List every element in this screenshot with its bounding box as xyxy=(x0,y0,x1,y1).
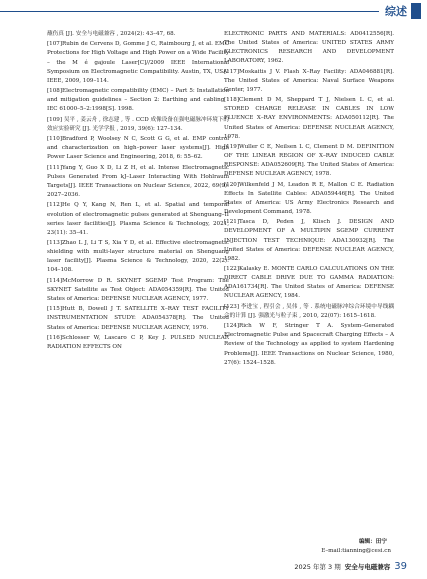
reference-item: [120]Wilkenfeld J M, Leadon R E, Mallon C E. Radiation Effects In Satellite Cables: ADA059446[R]. The United States of America: US Army Electronics Research and Development Command, 1978. xyxy=(224,181,394,215)
page-number: 39 xyxy=(394,561,407,572)
editor-email: E–mail:tianning@cesi.cn xyxy=(321,548,391,554)
reference-item: [116]Schlosser W, Lascaro C P, Key J. PULSED NUCLEAR RADIATION EFFECTS ON xyxy=(47,334,229,351)
reference-item: [122]Kalasky E. MONTE CARLO CALCULATIONS ON THE DIRECT CABLE DRIVE DUE TO GAMMA RADIATION: ADA161734[R]. The United States of America: DEFENSE NUCLEAR AGENCY, 1984. xyxy=(224,266,394,300)
reference-item: [123] 李进宝 , 程引会 , 吴伟 , 等 . 系统电磁脉冲综合环境中导线耦合的计算 [J]. 强激光与粒子束 , 2010, 22(07): 1615–1618. xyxy=(224,303,394,319)
reference-item: ELECTRONIC PARTS AND MATERIALS: AD0412556[R]. The United States of America: UNITED STATES ARMY ELECTRONICS RESEARCH AND DEVELOPMENT LABORATORY, 1962. xyxy=(224,31,394,65)
reference-item: [107]Rubin de Cervens D, Gomme J C, Raimbourg J, et al. EMC Protections for High Voltage and High Power on a Wide Facility – the M é gajoule Laser[C]//2009 IEEE International Symposium on Electromagnetic Compatibility. Austin, TX, USA: IEEE, 2009, 109–114. xyxy=(47,41,229,84)
footer-issue: 2025 年第 3 期 xyxy=(294,563,341,571)
reference-item: [113]Zhao L J, Li T S, Xia Y D, et al. Effective electromagnetic shielding with multi-layer structure material on Shenguang laser facility[J]. Plasma Science & Technology, 2020, 22(2): 104–108. xyxy=(47,240,229,274)
footer-journal: 安全与电磁兼容 xyxy=(344,563,391,571)
reference-item: [117]Moskaitis J V. Flash X–Ray Facility: ADA046881[R]. The United States of America: Naval Surface Weapons Center, 1977. xyxy=(224,68,394,93)
section-label: 综述 xyxy=(381,3,411,19)
reference-item: 蘸伤真 [J]. 安全与电磁兼容 , 2024(2): 43–47, 68. xyxy=(47,31,176,37)
reference-item: [118]Clement D M, Sheppard T J, Nielsen L C, et al. STORED CHARGE RELEASE IN CABLES IN LOW FLUENCE X–RAY ENVIRONMENTS: ADA050112[R]. The United States of America: DEFENSE NUCLEAR AGENCY, 1978. xyxy=(224,97,394,140)
reference-item: [110]Bradford P, Woolsey N C, Scott G G, et al. EMP control and characterization on high–power laser systems[J]. High Power Laser Science and Engineering, 2018, 6: 55–62. xyxy=(47,136,229,161)
reference-item: [119]Wuller C E, Neilsen L C, Clement D M. DEFINITION OF THE LINEAR REGION OF X–RAY INDUCED CABLE RESPONSE: ADA052609[R]. The United States of America: DEFENSE NUCLEAR AGENCY, 1978. xyxy=(224,144,394,178)
reference-item: [121]Tasca D, Peden J, Klisch J. DESIGN AND DEVELOPMENT OF A MULTIPIN SGEMP CURRENT INJECTION TEST TECHNIQUE: ADA130932[R]. The United States of America: DEFENSE NUCLEAR AGENCY, 1982. xyxy=(224,219,394,262)
reference-item: [108]Electromagnetic compatibility (EMC) – Part 5: Installation and mitigation guidelines – Section 2: Earthing and cabling : IEC 61000–5–2:1998[S]. 1998. xyxy=(47,88,229,113)
page-header xyxy=(0,0,427,22)
reference-item: [114]McMorrow D R. SKYNET SGEMP Test Program: The SKYNET Satellite as Test Object: ADA054359[R]. The United States of America: DEFENSE NUCLEAR AGENCY, 1977. xyxy=(47,277,229,302)
references-column-left xyxy=(47,30,229,353)
reference-item: [109] 吴平 , 姜云舟 , 徐志建 , 等 . CCD 成像设备在强电磁脉冲环境下的效应实验研究 [J]. 光学学报 , 2019, 39(6): 127–134. xyxy=(47,116,229,132)
reference-item: [115]Hutt B, Dowell J T. SATELLITE X–RAY TEST FACILITY INSTRUMENTATION STUDY: ADA054378[R]. The United States of America: DEFENSE NUCLEAR AGENCY, 1976. xyxy=(47,306,229,331)
references-column-right xyxy=(224,30,394,369)
page-footer xyxy=(294,561,407,572)
reference-item: [112]He Q Y, Kang N, Ren L, et al. Spatial and temporal evolution of electromagnetic pulses generated at Shenguang–II series laser facilities[J]. Plasma Science & Technology, 2021, 23(11): 35–41. xyxy=(47,202,229,236)
header-rule xyxy=(0,11,379,12)
editor-credit: 编辑：田宁 xyxy=(359,539,387,545)
reference-item: [111]Yang Y, Guo X D, Li Z H, et al. Intense Electromagnetic Pulses Generated From kJ–Laser Interacting With Hohlraum Targets[J]. IEEE Transactions on Nuclear Science, 2022, 69(9): 2027–2036. xyxy=(47,164,229,199)
reference-item: [124]Rich W F, Stringer T A. System–Generated Electromagnetic Pulse and Spacecraft Charging Effects – A Review of the Technology as applied to system Hardening Problems[J]. IEEE Transactions on Nuclear Science, 1980, 27(6): 1524–1528. xyxy=(224,323,394,366)
